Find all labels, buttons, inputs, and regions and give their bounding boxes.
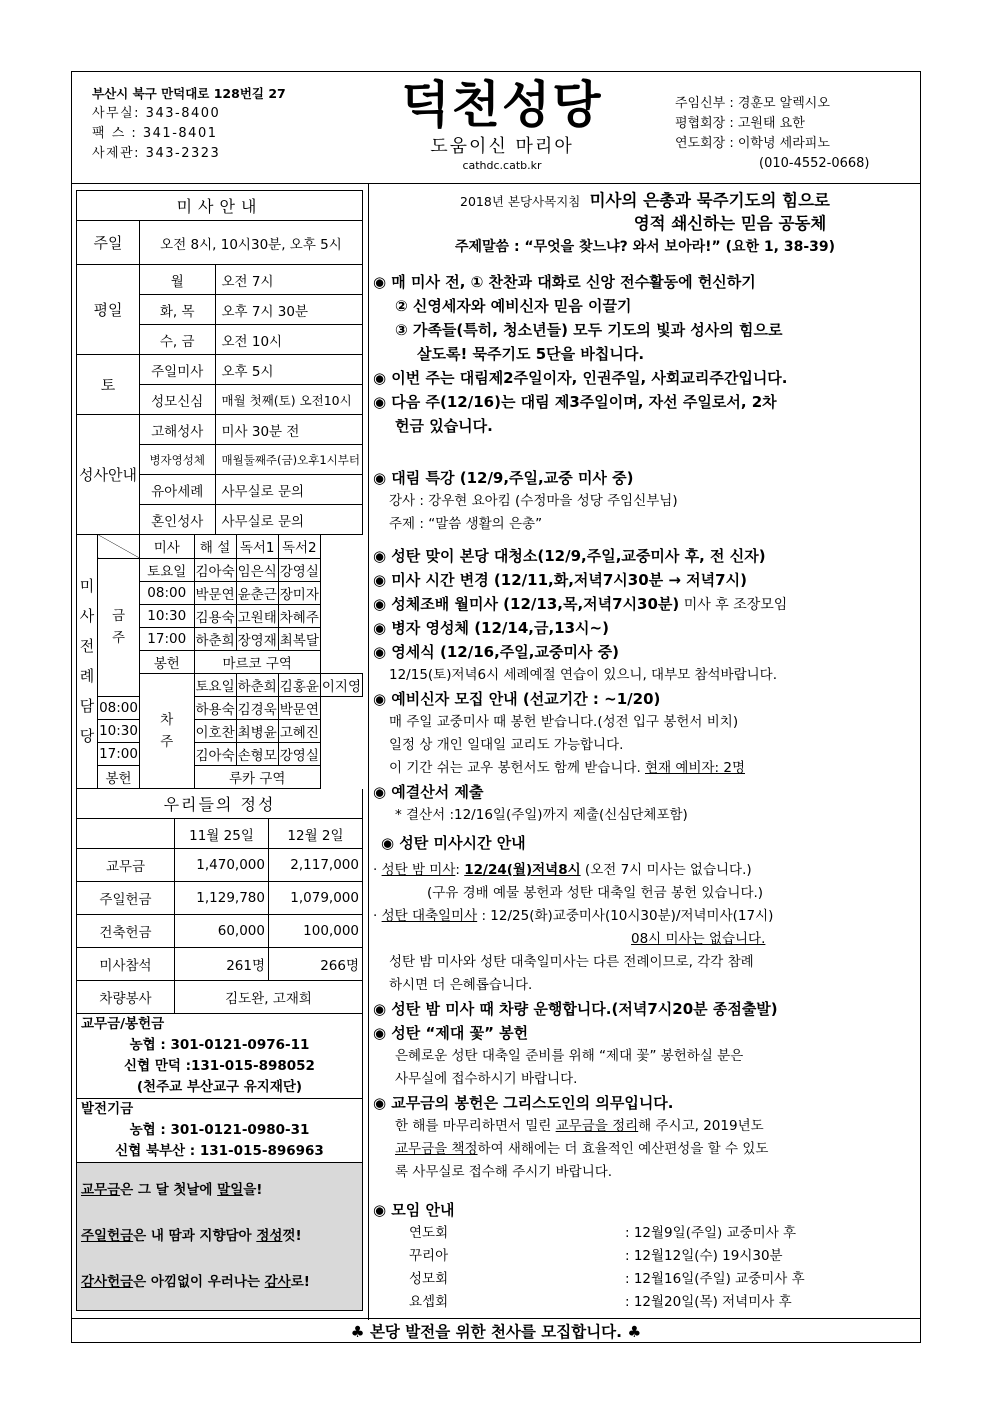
sacrament-name: 유아세례 — [139, 475, 215, 505]
offering-value: 261명 — [175, 948, 269, 981]
offering-name: 미사참석 — [77, 948, 175, 981]
parish-url: cathdc.catb.kr — [462, 159, 542, 172]
duty-cell: 강영실 — [278, 742, 320, 765]
masthead — [397, 74, 607, 174]
duty-cell: 김경욱 — [236, 696, 278, 719]
saturday-item: 성모신심 — [139, 385, 215, 415]
notice-detail: 록 사무실로 접수해 주시기 바랍니다. — [395, 1164, 613, 1180]
notice-item: 살도록! 묵주기도 5단을 바칩니다. — [417, 345, 645, 363]
date-header: 12월 2일 — [269, 819, 363, 849]
offer-group: 루카 구역 — [194, 765, 320, 788]
duty-cell: 10:30 — [98, 719, 140, 742]
notice-item: ◉ 성탄 밤 미사 때 차량 운행합니다.(저녁7시20분 종점출발) — [373, 1000, 778, 1018]
left-column — [76, 190, 363, 1311]
meeting-row — [373, 1222, 917, 1245]
event-item: ◉ 예비신자 모집 안내 (선교기간 : ~1/20) — [373, 690, 661, 708]
event-item — [373, 592, 917, 616]
notice-item: ② 신영세자와 예비신자 믿음 이끌기 — [395, 297, 632, 315]
weekday-label — [77, 265, 140, 355]
meeting-row — [373, 1245, 917, 1268]
fund-line: 농협 : 301-0121-0980-31 — [129, 1122, 310, 1138]
offering-name: 주일헌금 — [77, 882, 175, 915]
duty-cell: 08:00 — [98, 696, 140, 719]
col-header: 독서2 — [278, 535, 320, 558]
christmas-text: : — [455, 862, 465, 878]
advent-lecture: ◉ 대림 특강 (12/9,주일,교중 미사 중) — [373, 469, 634, 487]
duty-cell: 고혜진 — [278, 719, 320, 742]
christmas-time: 12/24(월)저녁8시 — [464, 862, 581, 878]
notice-item: 헌금 있습니다. — [395, 417, 493, 435]
christmas-text: 성탄 밤 미사 — [381, 862, 456, 878]
notice-text: 하여 새해에는 더 효율적인 예산편성을 할 수 있도 — [477, 1141, 769, 1157]
duty-label-text: 미사전례담당 — [79, 577, 95, 746]
notice-item: ◉ 이번 주는 대림제2주일이자, 인권주일, 사회교리주간입니다. — [373, 369, 788, 387]
event-detail: 매 주일 교중미사 때 봉헌 받습니다.(성전 입구 봉헌서 비치) — [389, 714, 739, 730]
slogan-text: 로! — [290, 1274, 310, 1290]
notice-text: 한 해를 마무리하면서 밀린 — [395, 1118, 556, 1134]
next-week-text: 차주 — [160, 711, 174, 750]
offer-group: 마르코 구역 — [194, 650, 320, 673]
fund-info — [76, 1098, 363, 1162]
slogan-keyword: 말일 — [217, 1182, 244, 1198]
sacrament-label-text: 성사안내 — [79, 465, 137, 484]
christmas-item: · 성탄 밤 미사: 12/24(월)저녁8시 (오전 7시 미사는 없습니다.) — [373, 862, 752, 878]
saturday-time: 오후 5시 — [215, 355, 363, 385]
this-week-label — [98, 558, 140, 696]
duty-cell: 강영실 — [278, 558, 320, 581]
offering-value: 1,129,780 — [175, 882, 269, 915]
meeting-name: 성모회 — [409, 1271, 449, 1287]
duty-cell: 박문연 — [194, 581, 236, 604]
slogan-keyword: 주일헌금 — [81, 1228, 134, 1244]
notice-detail: 은혜로운 성탄 대축일 준비를 위해 “제대 꽃” 봉헌하실 분은 — [395, 1048, 744, 1064]
sacrament-info: 미사 30분 전 — [215, 415, 363, 445]
motto-line-2: 영적 쇄신하는 믿음 공동체 — [633, 214, 827, 233]
duty-cell: 이지영 — [320, 673, 362, 696]
duty-cell: 10:30 — [139, 604, 194, 627]
account-line: (천주교 부산교구 유지재단) — [136, 1079, 303, 1095]
liturgy-duty-table — [76, 535, 363, 789]
christmas-heading: ◉ 성탄 미사시간 안내 — [381, 834, 526, 852]
notice-detail: 사무실에 접수하시기 바랍니다. — [395, 1071, 578, 1087]
slogan-text: 은 그 달 첫날에 — [120, 1182, 218, 1198]
account-title-1: 교무금/봉헌금 — [81, 1016, 165, 1032]
date-header: 11월 25일 — [175, 819, 269, 849]
sacrament-info: 매월둘째주(금)오후1시부터 — [215, 445, 363, 475]
catechumen-count: 현재 예비자: 2명 — [645, 760, 745, 776]
offering-heading: 우리들의 정성 — [77, 789, 363, 819]
duty-cell: 김아숙 — [194, 742, 236, 765]
column-divider — [368, 184, 369, 1320]
duty-cell: 17:00 — [139, 627, 194, 650]
christmas-detail: 성탄 밤 미사와 성탄 대축일미사는 다른 전례이므로, 각각 참례 — [389, 954, 754, 970]
event-item: ◉ 영세식 (12/16,주일,교중미사 중) — [373, 643, 619, 661]
offering-name: 건축헌금 — [77, 915, 175, 948]
blank-cell — [77, 819, 175, 849]
slogan-keyword: 감사 — [264, 1274, 291, 1290]
offer-label: 봉헌 — [98, 765, 140, 788]
event-item: ◉ 예결산서 제출 — [373, 783, 484, 801]
notice-item: ③ 가족들(특히, 청소년들) 모두 기도의 빛과 성사의 힘으로 — [395, 321, 783, 339]
bulletin-page — [71, 71, 921, 1343]
duty-label — [77, 535, 98, 788]
meeting-name: 연도회 — [409, 1225, 449, 1241]
offer-label: 봉헌 — [139, 650, 194, 673]
diagonal-cell — [98, 535, 140, 558]
meeting-name: 요셉회 — [409, 1294, 449, 1310]
theme-verse: 주제말씀 : “무엇을 찾느냐? 와서 보아라!” (요한 1, 38-39) — [454, 239, 836, 255]
offering-value: 100,000 — [269, 915, 363, 948]
council-president: 평협회장 : 고원태 요한 — [675, 116, 805, 131]
sacrament-label — [77, 415, 140, 535]
footer-divider — [72, 1318, 920, 1319]
fund-line: 신협 북부산 : 131-015-896963 — [115, 1143, 324, 1159]
event-item: ◉ 병자 영성체 (12/14,금,13시~) — [373, 619, 609, 637]
account-info — [76, 1014, 363, 1098]
duty-cell: 08:00 — [139, 581, 194, 604]
event-item: ◉ 미사 시간 변경 (12/11,화,저녁7시30분 → 저녁7시) — [373, 571, 747, 589]
office-phone: 사무실: 343-8400 — [92, 106, 221, 121]
duty-cell: 김홍윤 — [278, 673, 320, 696]
duty-cell: 17:00 — [98, 742, 140, 765]
slogan-box — [76, 1162, 363, 1311]
christmas-text: 성탄 대축일미사 — [381, 908, 478, 924]
fund-title: 발전기금 — [81, 1101, 134, 1117]
notice-column — [373, 190, 917, 1314]
contact-block — [92, 84, 286, 164]
meeting-name: 꾸리아 — [409, 1248, 449, 1264]
meeting-time: : 12월9일(주일) 교중미사 후 — [625, 1225, 797, 1241]
sacrament-info: 사무실로 문의 — [215, 475, 363, 505]
notice-text: 해 주시고, 2019년도 — [638, 1118, 764, 1134]
event-detail: * 결산서 :12/16일(주일)까지 제출(신심단체포함) — [395, 807, 688, 823]
duty-cell: 윤춘근 — [236, 581, 278, 604]
duty-cell: 박문연 — [278, 696, 320, 719]
weekday-time: 오전 10시 — [215, 325, 363, 355]
slogan-text: 을! — [243, 1182, 263, 1198]
christmas-text: : 12/25(화)교중미사(10시30분)/저녁미사(17시) — [477, 908, 774, 924]
sunday-time: 오전 8시, 10시30분, 오후 5시 — [139, 221, 362, 265]
notice-text: 교무금을 정리 — [555, 1118, 639, 1134]
address: 부산시 북구 만덕대로 128번길 27 — [92, 86, 286, 101]
weekday-time: 오전 7시 — [215, 265, 363, 295]
meeting-time: : 12월16일(주일) 교중미사 후 — [625, 1271, 805, 1287]
christmas-detail: 하시면 더 은혜롭습니다. — [389, 977, 533, 993]
notice-item: ◉ 매 미사 전, ① 찬찬과 대화로 신앙 전수활동에 헌신하기 — [373, 273, 756, 291]
motto-line-1: 미사의 은총과 묵주기도의 힘으로 — [589, 191, 830, 210]
rectory-phone: 사제관: 343-2323 — [92, 146, 221, 161]
col-header: 미사 — [139, 535, 194, 558]
weekday-day: 수, 금 — [139, 325, 215, 355]
slogan-text: 껏! — [282, 1228, 302, 1244]
duty-cell: 이호찬 — [194, 719, 236, 742]
offering-value: 2,117,000 — [269, 849, 363, 882]
staff-block — [675, 94, 870, 174]
slogan-keyword: 교무금 — [81, 1182, 121, 1198]
christmas-text: 08시 미사는 없습니다. — [631, 931, 766, 947]
christmas-item: (구유 경배 예물 봉헌과 성탄 대축일 헌금 봉헌 있습니다.) — [427, 885, 764, 901]
weekday-label-text: 평일 — [93, 300, 123, 319]
offering-value: 266명 — [269, 948, 363, 981]
lecture-topic: 주제 : “말씀 생활의 은총” — [389, 516, 543, 532]
col-header: 해 설 — [194, 535, 236, 558]
sacrament-name: 병자영성체 — [139, 445, 215, 475]
weekday-time: 오후 7시 30분 — [215, 295, 363, 325]
pastoral-motto — [373, 190, 917, 258]
account-line: 농협 : 301-0121-0976-11 — [129, 1037, 310, 1053]
christmas-item: · 성탄 대축일미사 : 12/25(화)교중미사(10시30분)/저녁미사(17시) — [373, 908, 774, 924]
duty-cell: 토요일 — [194, 673, 236, 696]
offering-value: 60,000 — [175, 915, 269, 948]
weekday-day: 화, 목 — [139, 295, 215, 325]
meeting-row — [373, 1291, 917, 1314]
duty-cell: 최병윤 — [236, 719, 278, 742]
sunday-label — [77, 221, 140, 265]
duty-cell: 하춘희 — [236, 673, 278, 696]
notice-item: ◉ 성탄 “제대 꽃” 봉헌 — [373, 1024, 529, 1042]
slogan-text: 은 내 땀과 지향담아 — [133, 1228, 257, 1244]
notice-text: 교무금을 책정 — [395, 1141, 478, 1157]
event-detail — [373, 757, 917, 780]
event-text: 이 기간 쉬는 교우 봉헌서도 함께 받습니다. — [389, 760, 646, 776]
duty-cell: 김용숙 — [194, 604, 236, 627]
slogan-text: 은 아낌없이 우러나는 — [133, 1274, 265, 1290]
this-week-text: 금주 — [112, 608, 126, 646]
footer-banner: ♣ 본당 발전을 위한 천사를 모집합니다. ♣ — [350, 1323, 642, 1341]
parish-subtitle: 도움이신 마리아 — [430, 136, 574, 157]
mass-schedule-table — [76, 190, 363, 535]
slogan-line — [81, 1217, 358, 1255]
slogan-keyword: 감사헌금 — [81, 1274, 134, 1290]
duty-cell: 장영재 — [236, 627, 278, 650]
association-phone: (010-4552-0668) — [759, 156, 870, 171]
offering-value: 1,470,000 — [175, 849, 269, 882]
duty-cell: 차혜주 — [278, 604, 320, 627]
slogan-keyword: 정성 — [256, 1228, 283, 1244]
offering-value: 1,079,000 — [269, 882, 363, 915]
offering-name: 교무금 — [77, 849, 175, 882]
saturday-label: 토 — [77, 355, 140, 415]
mass-heading: 미사안내 — [77, 191, 363, 221]
sunday-label-text: 주일 — [93, 233, 123, 252]
meeting-time: : 12월20일(목) 저녁미사 후 — [625, 1294, 792, 1310]
duty-cell: 손형모 — [236, 742, 278, 765]
duty-cell: 최복달 — [278, 627, 320, 650]
next-week-label — [139, 673, 194, 788]
event-detail: 일정 상 개인 일대일 교리도 가능합니다. — [389, 737, 624, 753]
offering-table — [76, 789, 363, 1015]
event-item: ◉ 성탄 맞이 본당 대청소(12/9,주일,교중미사 후, 전 신자) — [373, 547, 766, 565]
col-header: 독서1 — [236, 535, 278, 558]
pastor: 주임신부 : 경훈모 알렉시오 — [675, 96, 830, 111]
meetings-heading: ◉ 모임 안내 — [373, 1201, 455, 1219]
duty-cell: 토요일 — [139, 558, 194, 581]
saturday-time: 매월 첫째(토) 오전10시 — [215, 385, 363, 415]
association-president: 연도회장 : 이학녕 세라피노 — [675, 136, 830, 151]
duty-cell: 장미자 — [278, 581, 320, 604]
event-text: 미사 후 조장모임 — [679, 597, 788, 613]
sacrament-info: 사무실로 문의 — [215, 505, 363, 535]
event-text: ◉ 성체조배 월미사 (12/13,목,저녁7시30분) — [373, 595, 680, 613]
header — [72, 72, 920, 184]
slogan-line — [81, 1171, 358, 1209]
notice-item: ◉ 다음 주(12/16)는 대림 제3주일이며, 자선 주일로서, 2차 — [373, 393, 777, 411]
duty-cell: 김아숙 — [194, 558, 236, 581]
meeting-row — [373, 1268, 917, 1291]
duty-cell: 하용숙 — [194, 696, 236, 719]
car-service-label: 차량봉사 — [77, 981, 175, 1014]
duty-cell: 임은식 — [236, 558, 278, 581]
motto-year: 2018년 본당사목지침 — [460, 194, 581, 209]
duty-cell: 고원태 — [236, 604, 278, 627]
meeting-time: : 12월12일(수) 19시30분 — [625, 1248, 783, 1264]
duty-cell: 하춘희 — [194, 627, 236, 650]
saturday-item: 주일미사 — [139, 355, 215, 385]
account-line: 신협 만덕 :131-015-898052 — [124, 1058, 315, 1074]
fax: 팩 스 : 341-8401 — [92, 126, 218, 141]
parish-title: 덕천성당 — [401, 76, 603, 134]
weekday-day: 월 — [139, 265, 215, 295]
notice-detail — [373, 1115, 917, 1138]
car-service-names: 김도완, 고재희 — [175, 981, 363, 1014]
notice-detail — [373, 1138, 917, 1161]
christmas-text: (오전 7시 미사는 없습니다.) — [580, 862, 752, 878]
sacrament-name: 혼인성사 — [139, 505, 215, 535]
event-detail: 12/15(토)저녁6시 세례예절 연습이 있으니, 대부모 참석바랍니다. — [389, 667, 778, 683]
slogan-line — [81, 1263, 358, 1301]
sacrament-name: 고해성사 — [139, 415, 215, 445]
lecture-speaker: 강사 : 강우현 요아킴 (수정마을 성당 주임신부님) — [389, 493, 678, 509]
notice-item: ◉ 교무금의 봉헌은 그리스도인의 의무입니다. — [373, 1094, 674, 1112]
christmas-item — [373, 928, 917, 951]
